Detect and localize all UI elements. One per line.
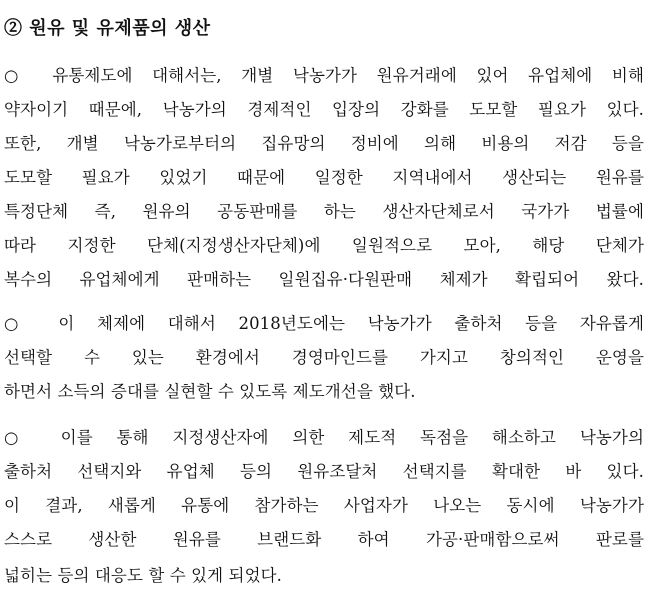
paragraph-line: 특정단체 즉, 원유의 공동판매를 하는 생산자단체로서 국가가 법률에 <box>4 202 644 221</box>
paragraph-line: ○ 이를 통해 지정생산자에 의한 제도적 독점을 해소하고 낙농가의 <box>4 428 644 447</box>
paragraph-line: 출하처 선택지와 유업체 등의 원유조달처 선택지를 확대한 바 있다. <box>4 462 644 481</box>
paragraph-line: ○ 유통제도에 대해서는, 개별 낙농가가 원유거래에 있어 유업체에 비해 <box>4 66 644 85</box>
paragraph-line: 스스로 생산한 원유를 브랜드화 하여 가공·판매함으로써 판로를 <box>4 530 644 549</box>
paragraph-line: ○ 이 체제에 대해서 2018년도에는 낙농가가 출하처 등을 자유롭게 <box>4 314 644 333</box>
paragraph-line: 하면서 소득의 증대를 실현할 수 있도록 제도개선을 했다. <box>4 382 416 401</box>
paragraph-line: 또한, 개별 낙농가로부터의 집유망의 정비에 의해 비용의 저감 등을 <box>4 134 644 153</box>
paragraph-line: 복수의 유업체에게 판매하는 일원집유·다원판매 체제가 확립되어 왔다. <box>4 270 644 289</box>
paragraph-line: 넓히는 등의 대응도 할 수 있게 되었다. <box>4 566 282 585</box>
section-heading: ② 원유 및 유제품의 생산 <box>4 18 211 39</box>
paragraph-line: 따라 지정한 단체(지정생산자단체)에 일원적으로 모아, 해당 단체가 <box>4 236 644 255</box>
paragraph-line: 약자이기 때문에, 낙농가의 경제적인 입장의 강화를 도모할 필요가 있다. <box>4 100 644 119</box>
paragraph-line: 선택할 수 있는 환경에서 경영마인드를 가지고 창의적인 운영을 <box>4 348 644 367</box>
paragraph-line: 도모할 필요가 있었기 때문에 일정한 지역내에서 생산되는 원유를 <box>4 168 644 187</box>
paragraph-line: 이 결과, 새롭게 유통에 참가하는 사업자가 나오는 동시에 낙농가가 <box>4 496 644 515</box>
